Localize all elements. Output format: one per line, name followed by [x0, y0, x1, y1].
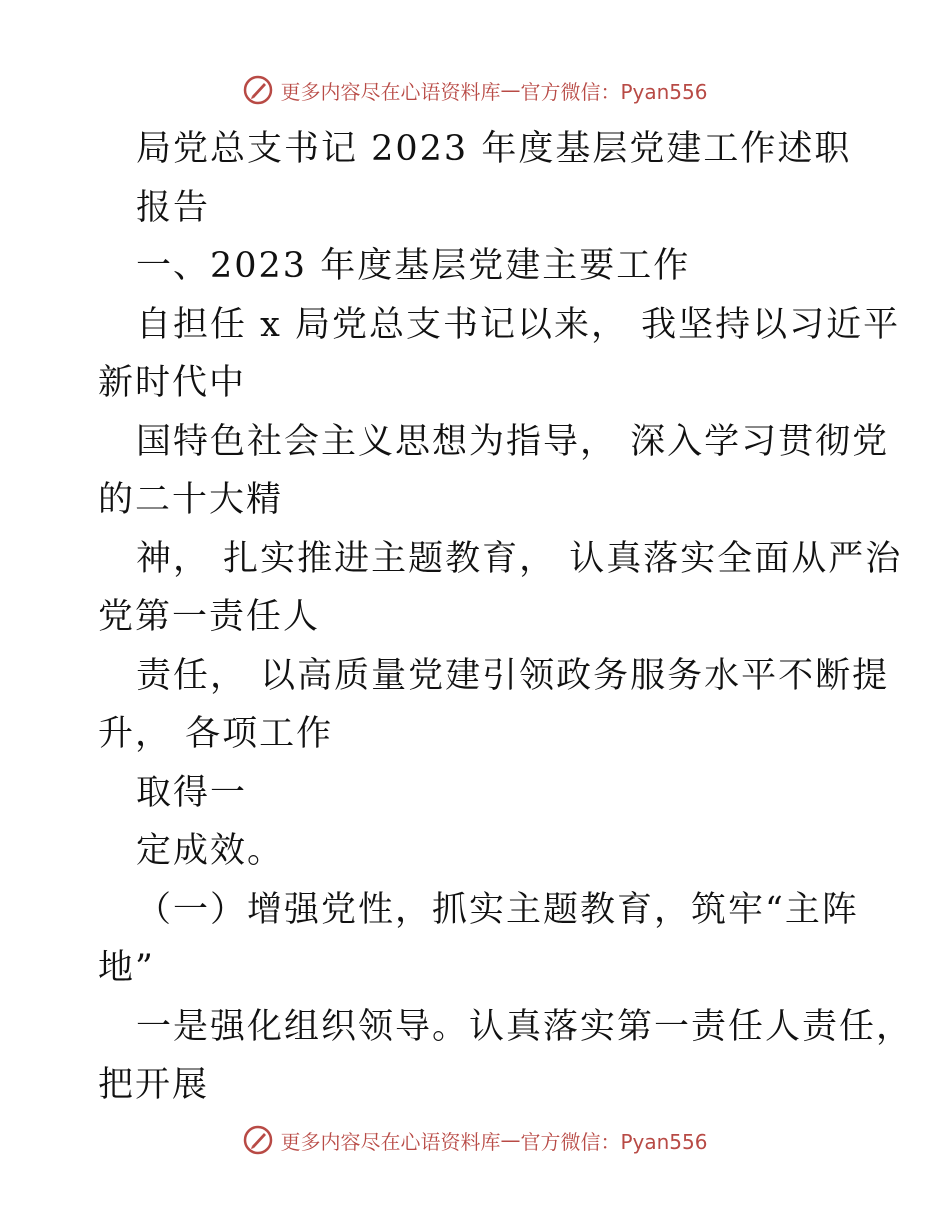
watermark-separator: — [500, 1128, 521, 1152]
text-line: 国特色社会主义思想为指导， 深入学习贯彻党 [136, 421, 890, 462]
text-line: 升， 各项工作 [98, 714, 334, 754]
text-line: 取得一 [136, 772, 248, 813]
text-line: 地” [98, 948, 155, 988]
watermark-separator: — [500, 78, 521, 102]
watermark-wechat-text: 官方微信：Pyan556 [520, 1129, 708, 1154]
text-line: 神， 扎实推进主题教育， 认真落实全面从严治 [136, 538, 903, 579]
watermark-main-text: 更多内容尽在心语资料库 [280, 79, 501, 104]
text-line: 把开展 [98, 1065, 210, 1105]
text-line: 的二十大精 [98, 480, 284, 520]
header-watermark [0, 70, 950, 110]
text-line: 报告 [136, 187, 211, 228]
footer-watermark [0, 1120, 950, 1160]
quill-logo-icon [242, 74, 274, 106]
text-line: （一）增强党性，抓实主题教育，筑牢“主阵 [136, 889, 859, 930]
document-body [98, 120, 914, 1115]
text-line: 一是强化组织领导。认真落实第一责任人责任， [136, 1006, 914, 1047]
text-line: 一、2023 年度基层党建主要工作 [136, 246, 691, 286]
text-line: 责任， 以高质量党建引领政务服务水平不断提 [136, 655, 890, 696]
text-line: 自担任 x 局党总支书记以来， 我坚持以习近平 [136, 304, 901, 345]
text-line: 党第一责任人 [98, 597, 321, 637]
watermark-main-text: 更多内容尽在心语资料库 [280, 1129, 501, 1154]
quill-logo-icon [242, 1124, 274, 1156]
text-line: 定成效。 [136, 831, 285, 871]
watermark-wechat-text: 官方微信：Pyan556 [520, 79, 708, 104]
text-line: 局党总支书记 2023 年度基层党建工作述职 [136, 129, 852, 169]
text-line: 新时代中 [98, 363, 247, 403]
